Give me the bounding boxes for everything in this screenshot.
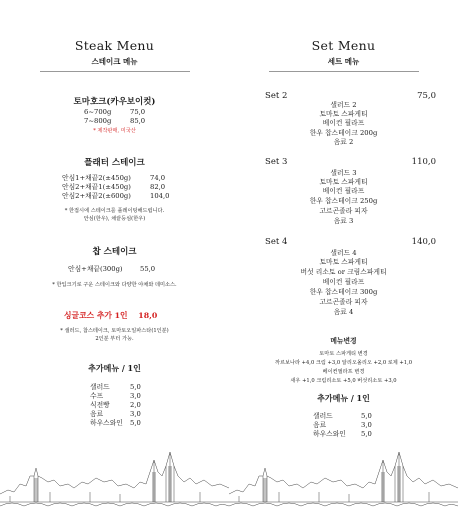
- set-price: 140,0: [411, 237, 436, 247]
- platter-row: 안심2+채끝1(±450g) 82,0: [62, 183, 166, 191]
- set-menu-subtitle: 세트 메뉴: [327, 57, 360, 66]
- menu-change-line: 토마토 스파게티 변경: [319, 351, 368, 357]
- extra-menu-item: 하우스와인 5,0: [90, 419, 141, 427]
- extra-menu-item: 식전빵 2,0: [90, 401, 141, 409]
- set-item: 고르곤졸라 피자: [319, 207, 368, 215]
- tomahawk-row: 7~800g 85,0: [84, 117, 146, 125]
- set-price: 110,0: [411, 157, 436, 167]
- title-divider: [269, 71, 419, 72]
- platter-note-origin: 안심(한우), 채끝등심(한우): [83, 216, 146, 222]
- menu-change-line: 베이컨필라프 변경: [322, 369, 365, 375]
- set-item: 베이컨 필라프: [322, 119, 365, 127]
- set-item: 고르곤졸라 피자: [319, 298, 368, 306]
- tomahawk-note: * 제작판매, 미국산: [93, 128, 136, 134]
- set-name: Set 3: [265, 157, 288, 167]
- tomahawk-title: 토마호크(카우보이컷): [73, 97, 156, 107]
- set-menu-page: [229, 0, 458, 512]
- platter-row: 안심1+채끝2(±450g) 74,0: [62, 174, 166, 182]
- set-item: 음료 3: [333, 217, 354, 225]
- set-item: 베이컨 필라프: [322, 187, 365, 195]
- platter-note: * 한접시에 스테이크를 플레이팅해드립니다.: [64, 208, 165, 214]
- set-item: 샐러드 4: [330, 249, 357, 257]
- set-item: 토마토 스파게티: [319, 258, 368, 266]
- set-item: 음료 2: [333, 138, 354, 146]
- set-item: 버섯 리소토 or 크림스파게티: [300, 268, 387, 276]
- city-skyline-illustration: [0, 432, 229, 512]
- title-divider: [40, 71, 190, 72]
- chop-steak-title: 찹 스테이크: [92, 247, 137, 257]
- menu-change-line: 까르보나라 +4,0 크림 +3,0 알리오올리오 +2,0 로제 +1,0: [274, 360, 413, 366]
- set-item: 샐러드 3: [330, 169, 357, 177]
- chop-steak-row: 안심+채끝(300g) 55,0: [68, 265, 156, 273]
- platter-title: 플래터 스테이크: [84, 158, 145, 168]
- set-item: 토마토 스파게티: [319, 178, 368, 186]
- extra-menu-item: 샐러드 5,0: [313, 412, 372, 420]
- extra-menu-item: 하우스와인 5,0: [313, 430, 372, 438]
- set-item: 음료 4: [333, 308, 354, 316]
- set-menu-title: Set Menu: [311, 38, 376, 53]
- extra-menu-title: 추가메뉴 / 1인: [317, 393, 370, 403]
- platter-row: 안심2+채끝2(±600g) 104,0: [62, 192, 170, 200]
- steak-menu-subtitle: 스테이크 메뉴: [91, 57, 138, 66]
- chop-steak-note: * 한입크기로 구운 스테이크와 다양한 야채와 데미소스.: [52, 282, 177, 288]
- single-course-row: [64, 310, 157, 321]
- set-item: 한우 찹스테이크 200g: [309, 129, 378, 137]
- single-course-note: * 샐러드, 찹스테이크, 토마토오일파스타(1인분): [60, 328, 169, 334]
- menu-change-title: 메뉴변경: [330, 337, 357, 345]
- extra-menu-item: 음료 3,0: [90, 410, 141, 418]
- single-course-price: 18,0: [138, 311, 158, 320]
- extra-menu-title: 추가메뉴 / 1인: [88, 363, 141, 373]
- extra-menu-item: 샐러드 5,0: [90, 383, 141, 391]
- set-item: 한우 찹스테이크 300g: [309, 288, 378, 296]
- set-item: 한우 찹스테이크 250g: [309, 197, 378, 205]
- extra-menu-item: 수프 3,0: [90, 392, 141, 400]
- set-item: 샐러드 2: [330, 101, 357, 109]
- steak-menu-title: Steak Menu: [74, 38, 155, 53]
- city-skyline-illustration: [229, 432, 458, 512]
- extra-menu-item: 음료 3,0: [313, 421, 372, 429]
- single-course-label: 싱글코스 추가 1인: [64, 311, 128, 320]
- set-item: 토마토 스파게티: [319, 110, 368, 118]
- set-item: 베이컨 필라프: [322, 278, 365, 286]
- tomahawk-row: 6~700g 75,0: [84, 108, 146, 116]
- menu-change-line: 새우 +1,0 크림리소토 +5,0 버섯리소토 +3,0: [290, 378, 397, 384]
- set-price: 75,0: [417, 91, 436, 101]
- single-course-note-min: 2인분 부터 가능.: [95, 336, 134, 342]
- set-name: Set 2: [265, 91, 288, 101]
- set-name: Set 4: [265, 237, 288, 247]
